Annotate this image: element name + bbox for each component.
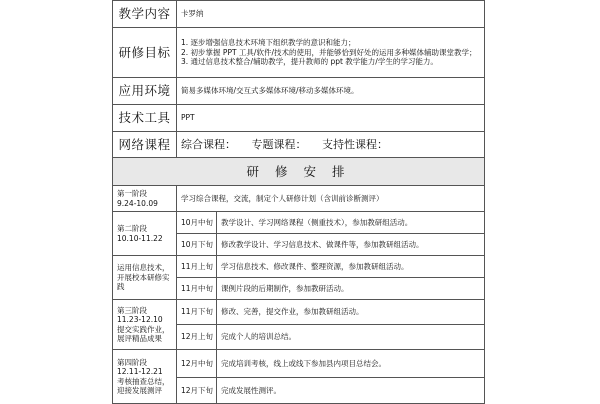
table-row — [113, 212, 485, 234]
network-course-comprehensive: 综合课程： — [181, 137, 236, 151]
month-cell: 12月下旬 — [177, 378, 217, 404]
stage-name: 第二阶段 — [117, 224, 147, 234]
network-course-topical: 专题课程： — [251, 137, 307, 151]
month-cell: 11月中旬 — [177, 278, 217, 300]
month-cell: 11月上旬 — [177, 256, 217, 278]
network-row — [113, 132, 485, 158]
schedule-header-row — [113, 158, 485, 186]
month-cell: 12月中旬 — [177, 350, 217, 378]
training-plan-table — [112, 0, 485, 404]
month-cell: 12月上旬 — [177, 325, 217, 350]
month-cell: 10月下旬 — [177, 234, 217, 256]
stage3-cell — [113, 300, 177, 350]
activity-cell: 完成发展性测评。 — [217, 378, 485, 404]
stage-dates: 10.10-11.22 — [117, 233, 163, 243]
stage-dates: 11.23-12.10 — [117, 315, 163, 325]
stage2-note: 运用信息技术，开展校本研修实践 — [113, 256, 177, 300]
tool-row — [113, 105, 485, 132]
activity-cell: 修改、完善，提交作业，参加教研组活动。 — [217, 300, 485, 325]
activity-cell: 完成培训考核，线上或线下参加县内项目总结会。 — [217, 350, 485, 378]
goal-item: 3. 通过信息技术整合/辅助教学，提升教师的 ppt 教学能力/学生的学习能力。 — [181, 57, 438, 67]
env-label: 应用环境 — [113, 78, 177, 105]
stage-dates: 12.11-12.21 — [117, 367, 163, 377]
content-label: 教学内容 — [113, 1, 177, 28]
activity-cell: 教学设计、学习网络课程（侧重技术），参加教研组活动。 — [217, 212, 485, 234]
env-value: 简易多媒体环境/交互式多媒体环境/移动多媒体环境。 — [177, 78, 485, 105]
table-row — [113, 256, 485, 278]
goal-item: 2. 初步掌握 PPT 工具/软件/技术的使用，并能够恰到好处的运用多种媒体辅助课堂教学； — [181, 47, 477, 57]
stage2-cell — [113, 212, 177, 256]
stage1-cell — [113, 186, 177, 212]
content-row — [113, 1, 485, 28]
activity-cell: 课例片段的后期制作，参加教研活动。 — [217, 278, 485, 300]
activity-cell: 学习信息技术、修改课件、整理资源，参加教研组活动。 — [217, 256, 485, 278]
goal-label: 研修目标 — [113, 28, 177, 78]
stage-note: 考核抽查总结，迎接发展测评 — [117, 376, 170, 395]
goal-list — [177, 28, 485, 78]
stage-name: 第三阶段 — [117, 305, 147, 315]
network-label: 网络课程 — [113, 132, 177, 158]
tool-value: PPT — [177, 105, 485, 132]
stage-dates: 9.24-10.09 — [117, 198, 158, 208]
env-row — [113, 78, 485, 105]
stage4-cell — [113, 350, 177, 404]
goal-row — [113, 28, 485, 78]
stage-note: 提交实践作业，展评精品成果 — [117, 324, 170, 343]
month-cell: 10月中旬 — [177, 212, 217, 234]
network-course-supporting: 支持性课程： — [322, 137, 388, 151]
table-row — [113, 300, 485, 325]
activity-cell: 完成个人的培训总结。 — [217, 325, 485, 350]
schedule-title: 研 修 安 排 — [113, 158, 485, 186]
tool-label: 技术工具 — [113, 105, 177, 132]
network-courses — [177, 132, 485, 158]
stage1-row — [113, 186, 485, 212]
goal-item: 1. 逐步增强信息技术环境下组织教学的意识和能力； — [181, 38, 356, 48]
stage-name: 第一阶段 — [117, 189, 147, 199]
table-row — [113, 350, 485, 378]
stage-name: 第四阶段 — [117, 357, 147, 367]
stage1-activity: 学习综合课程，交流，制定个人研修计划（含训前诊断测评） — [177, 186, 485, 212]
activity-cell: 修改教学设计、学习信息技术、做课件等，参加教研组活动。 — [217, 234, 485, 256]
content-value: 卡罗纳 — [177, 1, 485, 28]
month-cell: 11月下旬 — [177, 300, 217, 325]
